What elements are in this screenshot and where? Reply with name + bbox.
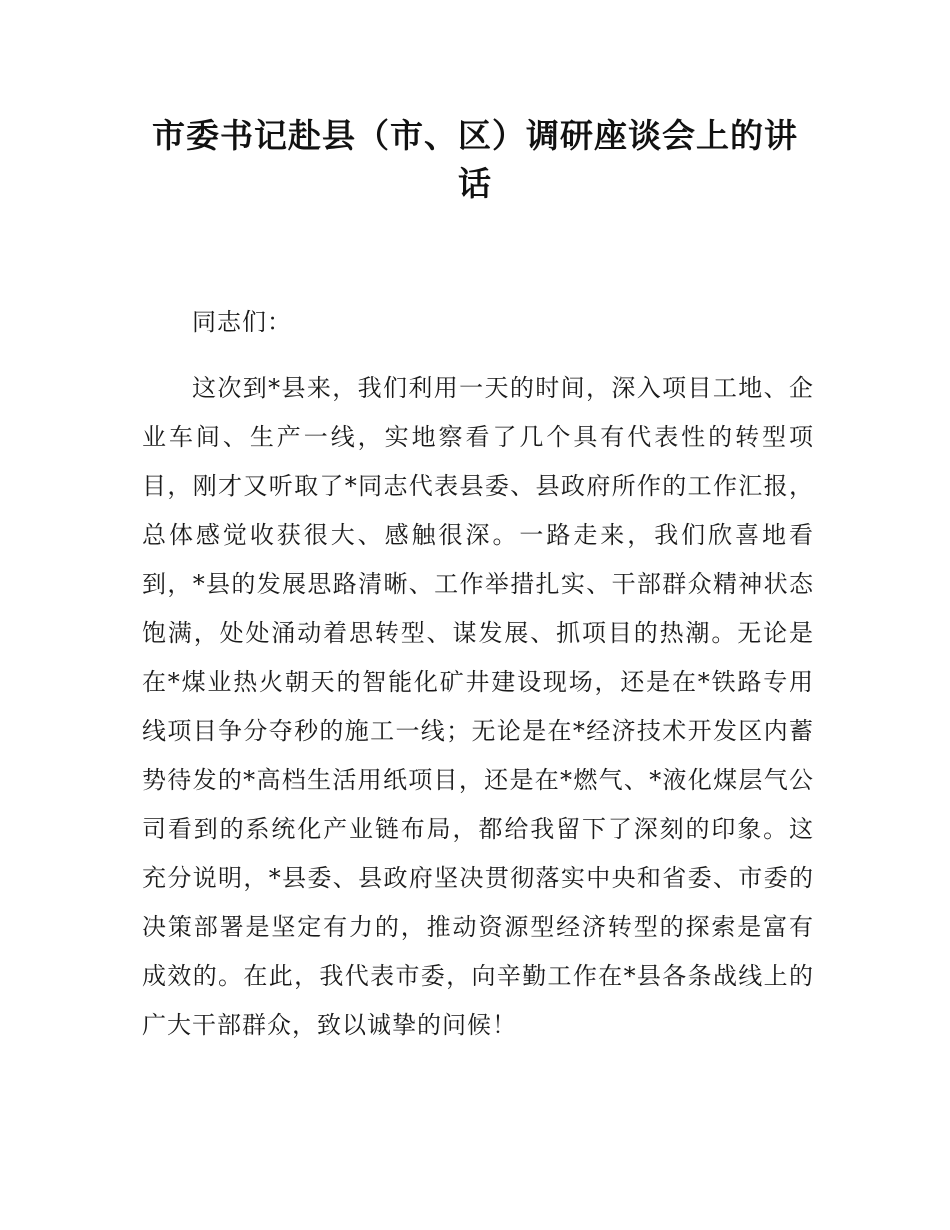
document-body	[142, 298, 814, 1067]
paragraph: 这次到*县来，我们利用一天的时间，深入项目工地、企业车间、生产一线，实地察看了几个具有代表性的转型项目，刚才又听取了*同志代表县委、县政府所作的工作汇报，总体感觉收获很大、感触很深。一路走来，我们欣喜地看到，*县的发展思路清晰、工作举措扎实、干部群众精神状态饱满，处处涌动着思转型、谋发展、抓项目的热潮。无论是在*煤业热火朝天的智能化矿井建设现场，还是在*铁路专用线项目争分夺秒的施工一线；无论是在*经济技术开发区内蓄势待发的*高档生活用纸项目，还是在*燃气、*液化煤层气公司看到的系统化产业链布局，都给我留下了深刻的印象。这充分说明，*县委、县政府坚决贯彻落实中央和省委、市委的决策部署是坚定有力的，推动资源型经济转型的探索是富有成效的。在此，我代表市委，向辛勤工作在*县各条战线上的广大干部群众，致以诚挚的问候！	[142, 374, 814, 1039]
document-title: 市委书记赴县（市、区）调研座谈会上的讲话	[152, 116, 798, 203]
salutation: 同志们：	[192, 308, 292, 336]
